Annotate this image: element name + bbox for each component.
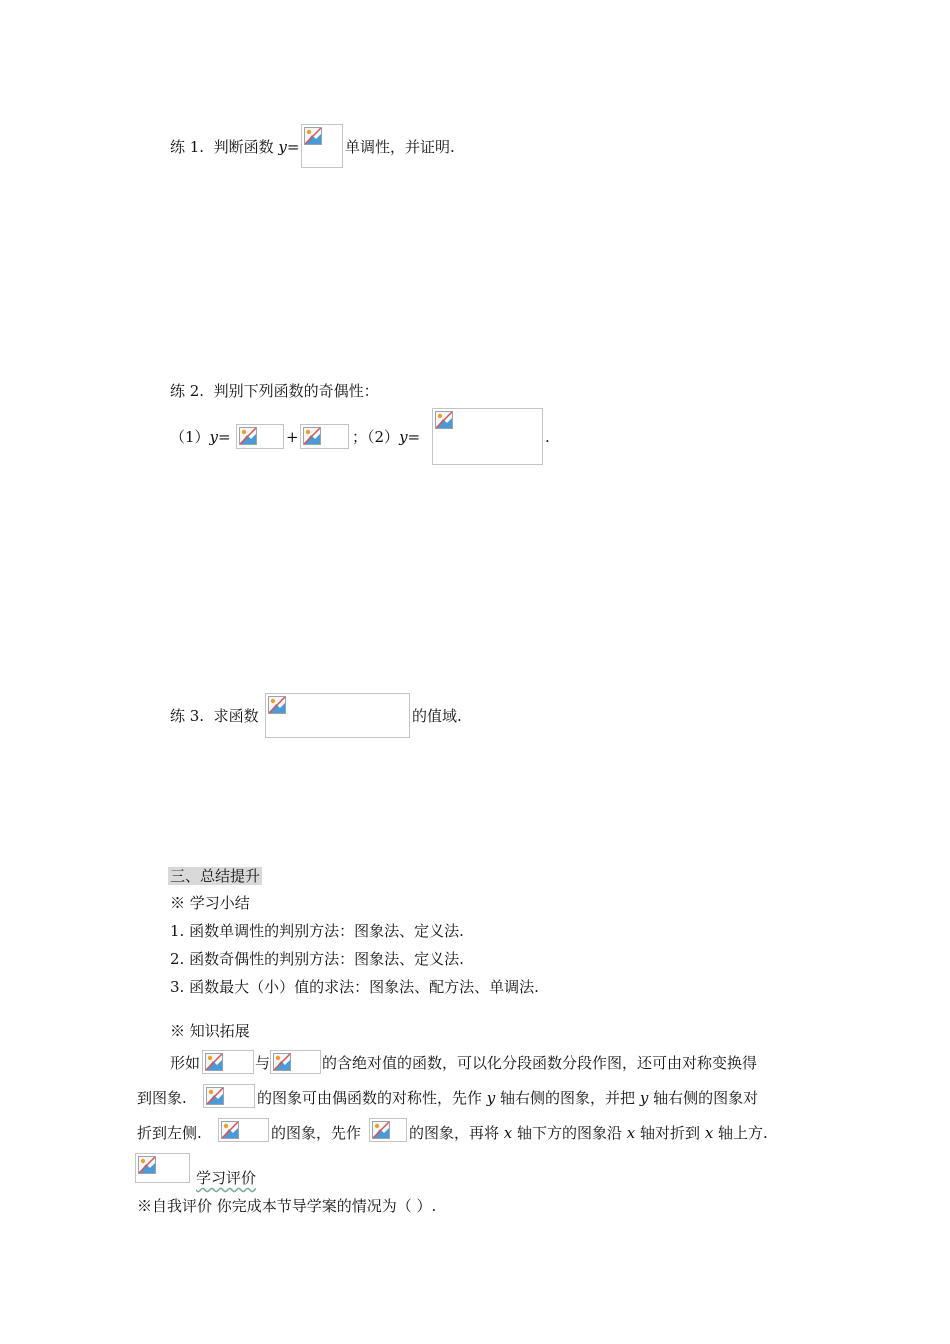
exercise-3-label: 练 3. xyxy=(170,707,205,725)
broken-image-icon xyxy=(239,427,257,445)
extension-text: 的图象可由偶函数的对称性，先作 y 轴右侧的图象，并把 y 轴右侧的图象对 xyxy=(257,1089,759,1107)
extension-text: 形如 xyxy=(170,1054,201,1072)
summary-item: 3. 函数最大（小）值的求法：图象法、配方法、单调法. xyxy=(170,978,539,996)
broken-image-icon xyxy=(206,1087,224,1105)
broken-image-icon xyxy=(138,1156,156,1174)
extension-text: 到图象. xyxy=(137,1089,187,1107)
formula-image xyxy=(300,424,349,449)
exercise-2-text: 判别下列函数的奇偶性： xyxy=(213,382,379,400)
exercise-1-tail: 单调性，并证明. xyxy=(345,138,455,156)
evaluation-title: 学习评价 xyxy=(196,1169,257,1187)
exercise-1-text: 判断函数 xyxy=(213,138,279,156)
var-y: y xyxy=(278,138,287,156)
extension-text: 的含绝对值的函数，可以化分段函数分段作图，还可由对称变换得 xyxy=(322,1054,758,1072)
exercise-3-tail: 的值域. xyxy=(412,707,462,725)
formula-image xyxy=(202,1050,254,1074)
plus-sign: + xyxy=(286,428,299,446)
exercise-2-label: 练 2. xyxy=(170,382,205,400)
summary-item: 2. 函数奇偶性的判别方法：图象法、定义法. xyxy=(170,950,464,968)
extension-text: 的图象，再将 x 轴下方的图象沿 x 轴对折到 x 轴上方. xyxy=(409,1124,768,1142)
period: . xyxy=(545,428,550,446)
formula-image xyxy=(203,1084,255,1108)
broken-image-icon xyxy=(273,1053,291,1071)
formula-image xyxy=(236,424,284,449)
exercise-2-line xyxy=(170,381,379,401)
broken-image-icon xyxy=(304,127,322,145)
formula-image xyxy=(265,693,410,738)
exercise-1-line xyxy=(170,137,299,157)
formula-image xyxy=(369,1118,407,1142)
exercise-1-label: 练 1. xyxy=(170,138,205,156)
subheading-summary: ※ 学习小结 xyxy=(170,894,250,912)
broken-image-icon xyxy=(372,1121,390,1139)
broken-image-icon xyxy=(221,1121,239,1139)
broken-image-icon xyxy=(435,411,453,429)
extension-text: 的图象，先作 xyxy=(271,1124,362,1142)
section-heading: 三、总结提升 xyxy=(170,867,261,885)
broken-image-icon xyxy=(205,1053,223,1071)
formula-image xyxy=(432,408,543,465)
summary-item: 1. 函数单调性的判别方法：图象法、定义法. xyxy=(170,922,464,940)
self-evaluation: ※自我评价 你完成本节导学案的情况为（ ）. xyxy=(137,1197,437,1215)
formula-image xyxy=(301,124,343,168)
exercise-2-part-1: （1）y= xyxy=(170,428,231,446)
evaluation-image xyxy=(135,1153,190,1183)
formula-image xyxy=(218,1118,269,1142)
formula-image xyxy=(270,1050,321,1074)
extension-text: 折到左侧. xyxy=(137,1124,202,1142)
exercise-2-part-2: ；（2）y= xyxy=(352,428,421,446)
broken-image-icon xyxy=(268,696,286,714)
exercise-3-line: 练 3. 求函数 xyxy=(170,707,259,725)
extension-text: 与 xyxy=(255,1054,271,1072)
equals-sign: = xyxy=(286,138,300,156)
broken-image-icon xyxy=(303,427,321,445)
subheading-extension: ※ 知识拓展 xyxy=(170,1022,250,1040)
